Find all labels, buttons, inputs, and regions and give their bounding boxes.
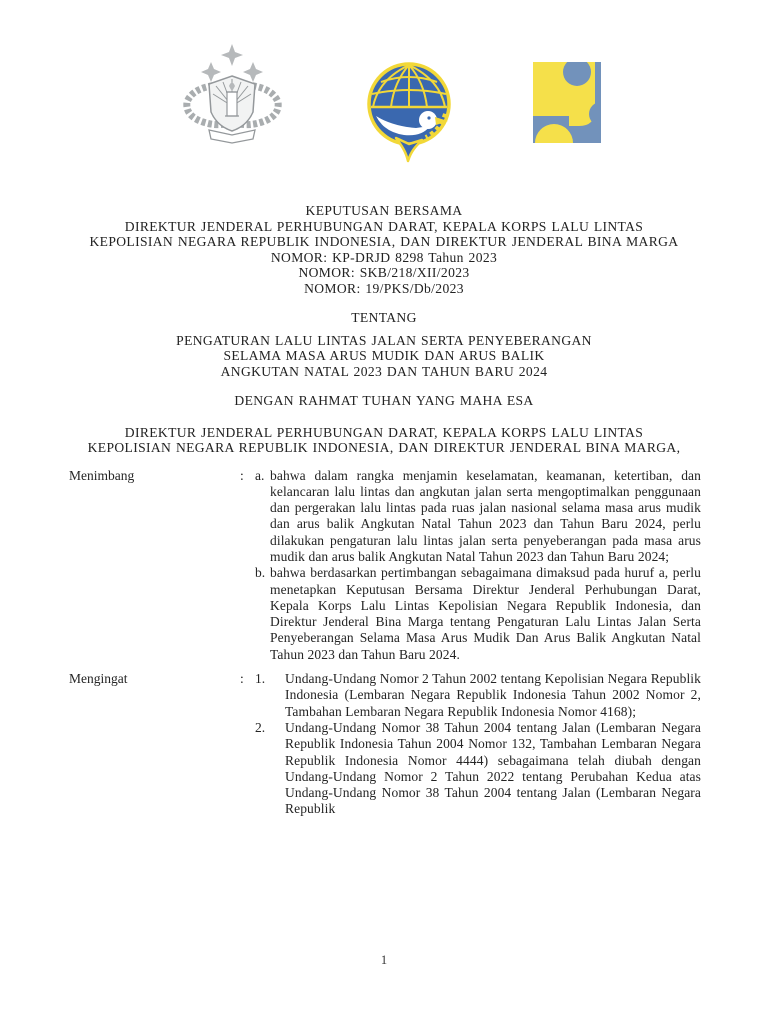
item-marker: a. bbox=[255, 467, 265, 483]
mengingat-colon: : bbox=[240, 671, 244, 687]
menimbang-colon: : bbox=[240, 467, 244, 483]
item-marker: 2. bbox=[255, 719, 266, 735]
doc-title-line: KEPUTUSAN BERSAMA bbox=[305, 203, 463, 218]
item-text: Undang-Undang Nomor 38 Tahun 2004 tentang Jalan (Lembaran Negara Republik Indonesia Tahun 2004 Nomor 132, Tambahan Lembaran Negara Republik Indonesia Nomor 4444) sebagaimana telah diubah dengan Undang-Undang Nomor 2 Tahun 2022 tentang Perubahan Kedua atas Undang-Undang Nomor 38 Tahun 2004 tentang Jalan (Lembaran Negara Republik bbox=[285, 719, 701, 817]
menimbang-label: Menimbang bbox=[69, 467, 135, 483]
mengingat-item-1 bbox=[255, 671, 701, 720]
doc-number-line: NOMOR: KP-DRJD 8298 Tahun 2023 bbox=[270, 249, 498, 265]
tentang-label: TENTANG bbox=[351, 310, 417, 325]
subject-line: SELAMA MASA ARUS MUDIK DAN ARUS BALIK bbox=[223, 348, 545, 363]
item-text: bahwa berdasarkan pertimbangan sebagaimana dimaksud pada huruf a, perlu menetapkan Keputusan Bersama Direktur Jenderal Perhubungan Darat, Kepala Korps Lalu Lintas Kepolisian Negara Republik Indonesia, dan Direktur Jenderal Bina Marga tentang Pengaturan Lalu Lintas Jalan Serta Penyeberangan Selama Masa Arus Mudik Dan Arus Balik Angkutan Natal Tahun 2023 dan Tahun Baru 2024. bbox=[270, 565, 701, 662]
korlantas-polri-emblem-icon bbox=[175, 42, 290, 148]
subject-line: PENGATURAN LALU LINTAS JALAN SERTA PENYEBERANGAN bbox=[176, 332, 592, 348]
doc-title-line: DIREKTUR JENDERAL PERHUBUNGAN DARAT, KEPALA KORPS LALU LINTAS bbox=[124, 218, 644, 234]
item-marker: 1. bbox=[255, 671, 266, 687]
page-number: 1 bbox=[380, 953, 388, 967]
menimbang-item-b bbox=[255, 565, 701, 663]
issuer-line: KEPOLISIAN NEGARA REPUBLIK INDONESIA, DAN DIREKTUR JENDERAL BINA MARGA, bbox=[87, 440, 681, 455]
mengingat-item-2 bbox=[255, 720, 701, 818]
subject-line: ANGKUTAN NATAL 2023 DAN TAHUN BARU 2024 bbox=[220, 363, 548, 379]
logo-row bbox=[0, 0, 768, 203]
issuer-line: DIREKTUR JENDERAL PERHUBUNGAN DARAT, KEPALA KORPS LALU LINTAS bbox=[124, 424, 644, 440]
menimbang-section bbox=[0, 468, 768, 664]
item-text: Undang-Undang Nomor 2 Tahun 2002 tentang Kepolisian Negara Republik Indonesia (Lembaran Negara Republik Indonesia Tahun 2002 Nomor 2, Tambahan Lembaran Negara Republik Indonesia Nomor 4168); bbox=[285, 671, 701, 719]
doc-number-line: NOMOR: SKB/218/XII/2023 bbox=[298, 265, 470, 280]
doc-number-line: NOMOR: 19/PKS/Db/2023 bbox=[304, 280, 464, 296]
menimbang-items bbox=[255, 468, 701, 664]
heading-block bbox=[0, 203, 768, 456]
bina-marga-pupr-logo-icon bbox=[533, 62, 601, 143]
mengingat-items bbox=[255, 671, 701, 818]
item-text: bahwa dalam rangka menjamin keselamatan, keamanan, ketertiban, dan kelancaran lalu lintas dan angkutan jalan serta mengoptimalkan penggunaan dan pergerakan lalu lintas pada ruas jalan nasional selama masa arus mudik dan arus balik Angkutan Natal Tahun 2023 dan Tahun Baru 2024, perlu dilakukan pengaturan lalu lintas jalan serta penyeberangan pada masa arus mudik dan arus balik Angkutan Natal Tahun 2023 dan Tahun Baru 2024; bbox=[270, 467, 701, 564]
kementerian-perhubungan-logo-icon bbox=[356, 60, 462, 165]
doc-title-line: KEPOLISIAN NEGARA REPUBLIK INDONESIA, DAN DIREKTUR JENDERAL BINA MARGA bbox=[89, 234, 679, 249]
invocation-line: DENGAN RAHMAT TUHAN YANG MAHA ESA bbox=[234, 393, 534, 408]
mengingat-label: Mengingat bbox=[69, 671, 128, 687]
mengingat-section bbox=[0, 671, 768, 818]
menimbang-item-a bbox=[255, 468, 701, 566]
item-marker: b. bbox=[255, 565, 266, 581]
